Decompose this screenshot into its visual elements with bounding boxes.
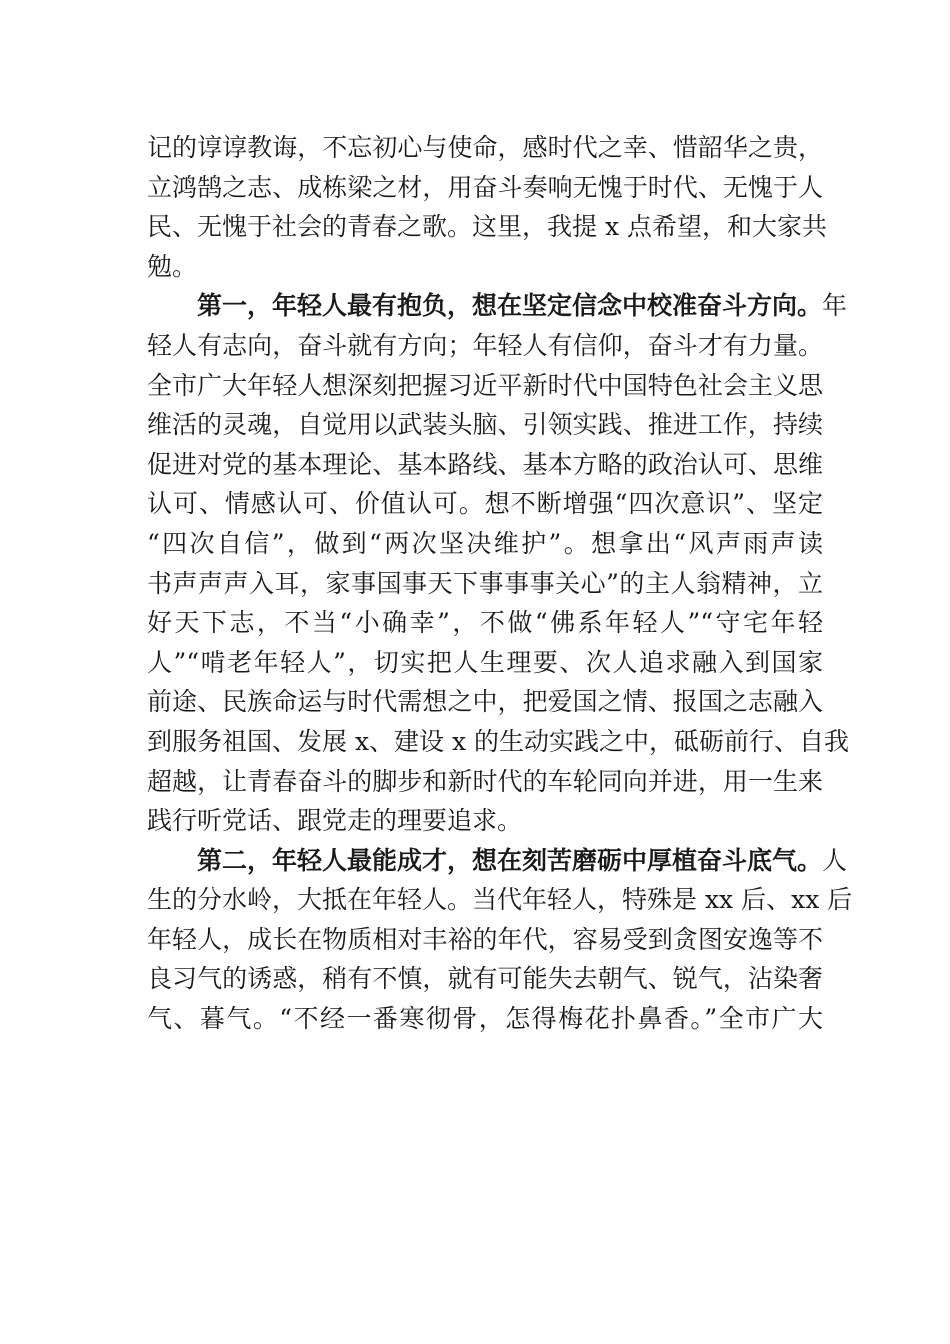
text-line: 良习气的诱惑，稍有不慎，就有可能失去朝气、锐气，沾染奢 bbox=[147, 964, 823, 994]
paragraph-first-line bbox=[147, 286, 848, 326]
text-line: 生的分水岭，大抵在年轻人。当代年轻人，特殊是 xx 后、xx 后 bbox=[147, 885, 853, 915]
text-line: 立鸿鹄之志、成栋梁之材，用奋斗奏响无愧于时代、无愧于人 bbox=[147, 172, 823, 202]
paragraph-point-one bbox=[147, 286, 850, 840]
text-line: 维活的灵魂，自觉用以武装头脑、引领实践、推进工作，持续 bbox=[147, 410, 823, 440]
text-line: 民、无愧于社会的青春之歌。这里，我提 x 点希望，和大家共 bbox=[147, 212, 827, 242]
text-line: “四次自信”，做到“两次坚决维护”。想拿出“风声雨声读 bbox=[147, 528, 823, 558]
document-body bbox=[147, 128, 853, 1039]
paragraph-point-two bbox=[147, 841, 853, 1039]
text-line: 践行听党话、跟党走的理要追求。 bbox=[147, 806, 523, 836]
text-line: 到服务祖国、发展 x、建设 x 的生动实践之中，砥砺前行、自我 bbox=[147, 726, 850, 756]
text-line: 人”“啃老年轻人”，切实把人生理要、次人追求融入到国家 bbox=[147, 647, 823, 677]
text-line: 气、暮气。“不经一番寒彻骨，怎得梅花扑鼻香。”全市广大 bbox=[147, 1004, 823, 1034]
text-line: 年轻人，成长在物质相对丰裕的年代，容易受到贪图安逸等不 bbox=[147, 924, 823, 954]
section-heading-one: 第一，年轻人最有抱负，想在坚定信念中校准奋斗方向。 bbox=[197, 291, 823, 321]
text-line: 超越，让青春奋斗的脚步和新时代的车轮同向并进，用一生来 bbox=[147, 766, 823, 796]
text-line: 书声声声入耳，家事国事天下事事事关心”的主人翁精神，立 bbox=[147, 568, 823, 598]
section-heading-two: 第二，年轻人最能成才，想在刻苦磨砺中厚植奋斗底气。 bbox=[197, 845, 823, 875]
text-line: 好天下志，不当“小确幸”，不做“佛系年轻人”“守宅年轻 bbox=[147, 608, 823, 638]
text-line: 全市广大年轻人想深刻把握习近平新时代中国特色社会主义思 bbox=[147, 370, 823, 400]
text-line: 认可、情感认可、价值认可。想不断增强“四次意识”、坚定 bbox=[147, 489, 823, 519]
text-line: 前途、民族命运与时代需想之中，把爱国之情、报国之志融入 bbox=[147, 687, 823, 717]
text-line: 勉。 bbox=[147, 251, 198, 281]
paragraph-intro-continuation bbox=[147, 128, 827, 286]
text-run: 人 bbox=[822, 845, 848, 875]
text-line: 记的谆谆教诲，不忘初心与使命，感时代之幸、惜韶华之贵， bbox=[147, 133, 823, 162]
text-line: 轻人有志向，奋斗就有方向；年轻人有信仰，奋斗才有力量。 bbox=[147, 330, 823, 360]
paragraph-first-line bbox=[147, 841, 848, 881]
text-run: 年 bbox=[822, 291, 848, 321]
text-line: 促进对党的基本理论、基本路线、基本方略的政治认可、思维 bbox=[147, 449, 823, 479]
